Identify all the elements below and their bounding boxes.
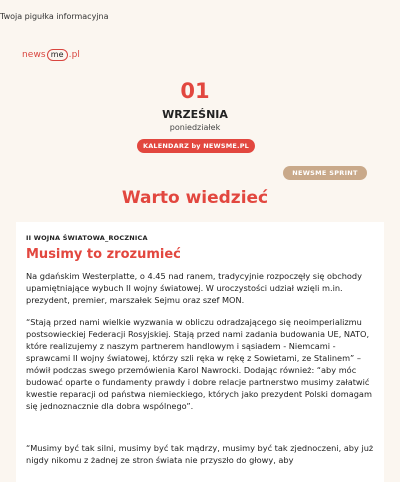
article-tag: II WOJNA ŚWIATOWA_ROCZNICA <box>26 234 148 242</box>
tagline: Twoja pigułka informacyjna <box>0 12 109 21</box>
article-paragraph: “Stają przed nami wielkie wyzwania w obliczu odradzającego się neoimperializmu postsowieckiej Federacji Rosyjskiej. Stają przed nami zadania budowania UE, NATO, które realizujemy z naszym partnerem handlowym i sąsiadem - Niemcami - sprawcami II wojny światowej, którzy szli ręka w rękę z Sowietami, ze Stalinem” – mówił podczas swego przemówienia Karol Nawrocki. Dodając również: “aby móc budować oparte o fundamenty prawdy i dobre relacje partnerstwo musimy załatwić kwestie reparacji od państwa niemieckiego, których jako prezydent Polski domagam się jednoznacznie dla dobra wspólnego”. <box>26 317 372 411</box>
date-block <box>0 80 390 132</box>
section-title: Warto wiedzieć <box>121 188 269 208</box>
article-paragraph: “Musimy być tak silni, musimy być tak mądrzy, musimy być tak zjednoczeni, aby już nigdy nikomu z żadnej ze stron świata nie przyszło do głowy, aby <box>26 443 374 465</box>
newsme-logo[interactable] <box>22 48 80 62</box>
logo-news: news <box>22 50 46 60</box>
calendar-button[interactable]: KALENDARZ by NEWSME.PL <box>137 139 255 153</box>
sprint-button[interactable]: NEWSME SPRINT <box>283 166 367 180</box>
logo-pl: .pl <box>68 50 80 60</box>
article-headline: Musimy to zrozumieć <box>26 247 181 262</box>
logo-me-badge: me <box>47 49 68 61</box>
day-number: 01 <box>180 79 210 103</box>
weekday-name: poniedziałek <box>169 123 221 132</box>
article-paragraph: Na gdańskim Westerplatte, o 4.45 nad ranem, tradycyjnie rozpoczęły się obchody upamiętniające wybuch II wojny światowej. W uroczystości udział wzięli m.in. prezydent, premier, marszałek Sejmu oraz szef MON. <box>26 271 362 305</box>
article-card <box>16 222 384 482</box>
top-bar <box>0 0 400 30</box>
month-name: WRZEŚNIA <box>162 108 228 121</box>
